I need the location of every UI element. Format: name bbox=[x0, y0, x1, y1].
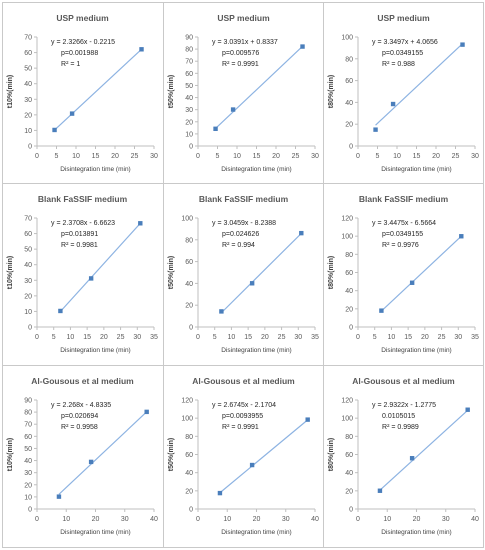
x-tick-label: 0 bbox=[356, 516, 360, 523]
y-tick-label: 10 bbox=[24, 308, 32, 316]
data-point bbox=[460, 42, 464, 46]
y-tick-label: 0 bbox=[189, 324, 193, 332]
x-tick-label: 10 bbox=[227, 334, 236, 341]
x-tick-label: 30 bbox=[441, 516, 450, 523]
scatter-chart bbox=[3, 184, 162, 365]
y-tick-label: 60 bbox=[185, 452, 193, 459]
trendline-annotation: y = 3.0459x - 8.2388 bbox=[212, 220, 277, 227]
x-axis-title: Disintegration time (min) bbox=[381, 347, 452, 354]
x-tick-label: 0 bbox=[35, 334, 39, 341]
data-point bbox=[378, 489, 382, 493]
x-tick-label: 20 bbox=[432, 153, 440, 160]
y-axis-title: t50%(min) bbox=[168, 74, 175, 109]
x-tick-label: 35 bbox=[311, 334, 319, 341]
trendline-annotation: R² = 1 bbox=[61, 61, 81, 68]
x-tick-label: 35 bbox=[471, 334, 479, 341]
y-tick-label: 0 bbox=[28, 506, 32, 514]
y-tick-label: 70 bbox=[24, 215, 32, 223]
x-tick-label: 30 bbox=[471, 153, 479, 160]
x-axis-title: Disintegration time (min) bbox=[60, 347, 131, 354]
trendline-annotation: R² = 0.9958 bbox=[61, 424, 98, 431]
y-tick-label: 100 bbox=[341, 233, 353, 241]
y-tick-label: 10 bbox=[185, 131, 193, 139]
x-tick-label: 35 bbox=[150, 334, 158, 341]
x-tick-label: 5 bbox=[375, 153, 380, 160]
x-tick-label: 25 bbox=[437, 334, 446, 341]
y-tick-label: 100 bbox=[181, 215, 193, 223]
trendline-annotation: R² = 0.9981 bbox=[61, 242, 98, 249]
y-tick-label: 0 bbox=[28, 324, 32, 332]
scatter-chart bbox=[324, 184, 483, 365]
y-tick-label: 20 bbox=[185, 302, 193, 310]
x-axis-title: Disintegration time (min) bbox=[60, 166, 131, 173]
y-tick-label: 30 bbox=[24, 96, 32, 104]
y-axis-title: t50%(min) bbox=[168, 437, 175, 472]
x-tick-label: 10 bbox=[233, 153, 241, 160]
panel-divider bbox=[483, 2, 484, 548]
y-tick-label: 0 bbox=[349, 506, 353, 514]
x-tick-label: 15 bbox=[244, 334, 253, 341]
x-tick-label: 15 bbox=[252, 153, 261, 160]
data-point bbox=[379, 308, 383, 312]
trendline-annotation: p=0.013891 bbox=[61, 231, 99, 238]
trendline-annotation: R² = 0.994 bbox=[222, 242, 255, 249]
y-tick-label: 40 bbox=[24, 458, 32, 466]
x-axis-title: Disintegration time (min) bbox=[60, 529, 131, 536]
y-tick-label: 60 bbox=[24, 50, 32, 58]
chart-title: USP medium bbox=[377, 13, 430, 23]
x-tick-label: 30 bbox=[150, 153, 158, 160]
y-tick-label: 0 bbox=[189, 143, 193, 151]
y-tick-label: 20 bbox=[345, 488, 353, 496]
scatter-chart bbox=[164, 184, 323, 365]
trendline bbox=[380, 410, 468, 490]
y-tick-label: 60 bbox=[24, 433, 32, 441]
y-tick-label: 90 bbox=[24, 397, 32, 405]
y-tick-label: 40 bbox=[185, 470, 193, 478]
x-tick-label: 0 bbox=[356, 334, 360, 341]
y-tick-label: 40 bbox=[24, 81, 32, 89]
x-tick-label: 20 bbox=[420, 334, 429, 341]
data-point bbox=[58, 309, 62, 313]
y-tick-label: 50 bbox=[24, 445, 32, 453]
x-tick-label: 10 bbox=[62, 516, 71, 523]
y-tick-label: 80 bbox=[345, 251, 353, 259]
data-point bbox=[250, 463, 254, 467]
data-point bbox=[299, 231, 303, 235]
x-tick-label: 5 bbox=[372, 334, 377, 341]
chart-title: USP medium bbox=[56, 13, 109, 23]
y-axis-title: t80%(min) bbox=[328, 255, 335, 290]
y-tick-label: 40 bbox=[185, 280, 193, 288]
trendline-annotation: y = 2.3708x - 6.6623 bbox=[51, 220, 116, 227]
trendline-annotation: p=0.0093955 bbox=[222, 413, 264, 420]
x-tick-label: 30 bbox=[120, 516, 129, 523]
y-tick-label: 20 bbox=[185, 488, 193, 496]
x-tick-label: 20 bbox=[111, 153, 119, 160]
trendline-annotation: y = 3.4475x - 6.5664 bbox=[372, 220, 437, 227]
y-tick-label: 40 bbox=[185, 95, 193, 103]
x-tick-label: 20 bbox=[260, 334, 269, 341]
y-axis-title: t80%(min) bbox=[328, 74, 335, 109]
x-tick-label: 15 bbox=[412, 153, 421, 160]
x-tick-label: 15 bbox=[404, 334, 413, 341]
y-tick-label: 100 bbox=[341, 34, 353, 42]
y-tick-label: 40 bbox=[345, 470, 353, 478]
y-tick-label: 80 bbox=[345, 56, 353, 64]
trendline-annotation: R² = 0.988 bbox=[382, 61, 415, 68]
x-tick-label: 20 bbox=[412, 516, 421, 523]
x-tick-label: 10 bbox=[387, 334, 396, 341]
x-tick-label: 15 bbox=[83, 334, 92, 341]
y-axis-title: t10%(min) bbox=[7, 74, 14, 109]
data-point bbox=[300, 44, 304, 48]
x-tick-label: 10 bbox=[223, 516, 232, 523]
trendline-annotation: R² = 0.9989 bbox=[382, 424, 419, 431]
chart-title: Al-Gousous et al medium bbox=[31, 376, 134, 386]
data-point bbox=[410, 281, 414, 285]
data-point bbox=[305, 417, 309, 421]
data-point bbox=[373, 127, 377, 131]
y-axis-title: t10%(min) bbox=[7, 255, 14, 290]
data-point bbox=[57, 494, 61, 498]
chart-title: Al-Gousous et al medium bbox=[192, 376, 295, 386]
x-tick-label: 40 bbox=[471, 516, 479, 523]
x-tick-label: 10 bbox=[66, 334, 75, 341]
x-axis-title: Disintegration time (min) bbox=[381, 166, 452, 173]
data-point bbox=[89, 460, 93, 464]
data-point bbox=[70, 111, 74, 115]
chart-title: Blank FaSSIF medium bbox=[358, 194, 449, 204]
chart-title: Blank FaSSIF medium bbox=[198, 194, 289, 204]
y-tick-label: 40 bbox=[345, 99, 353, 107]
trendline-annotation: p=0.020694 bbox=[61, 413, 99, 420]
x-tick-label: 5 bbox=[51, 334, 56, 341]
x-tick-label: 20 bbox=[99, 334, 108, 341]
data-point bbox=[144, 410, 148, 414]
trendline-annotation: y = 3.0391x + 0.8337 bbox=[212, 39, 278, 46]
y-tick-label: 120 bbox=[181, 397, 193, 405]
trendline-annotation: 0.0105015 bbox=[382, 413, 416, 420]
data-point bbox=[219, 309, 223, 313]
y-tick-label: 10 bbox=[24, 127, 32, 135]
data-point bbox=[52, 128, 56, 132]
x-tick-label: 20 bbox=[272, 153, 280, 160]
scatter-chart bbox=[324, 3, 483, 184]
x-tick-label: 30 bbox=[311, 153, 319, 160]
y-tick-label: 100 bbox=[181, 415, 193, 423]
trendline bbox=[216, 46, 303, 128]
trendline-annotation: p=0.0349155 bbox=[382, 50, 424, 57]
y-tick-label: 60 bbox=[185, 259, 193, 267]
y-tick-label: 20 bbox=[24, 482, 32, 490]
x-tick-label: 30 bbox=[294, 334, 303, 341]
data-point bbox=[213, 127, 217, 131]
x-axis-title: Disintegration time (min) bbox=[381, 529, 452, 536]
x-tick-label: 25 bbox=[116, 334, 125, 341]
y-tick-label: 20 bbox=[185, 119, 193, 127]
x-tick-label: 20 bbox=[252, 516, 261, 523]
y-tick-label: 80 bbox=[185, 46, 193, 54]
x-tick-label: 0 bbox=[35, 153, 39, 160]
x-tick-label: 10 bbox=[383, 516, 392, 523]
scatter-chart bbox=[164, 366, 323, 547]
y-tick-label: 30 bbox=[24, 277, 32, 285]
scatter-chart bbox=[164, 3, 323, 184]
y-tick-label: 40 bbox=[24, 262, 32, 270]
scatter-chart bbox=[3, 3, 162, 184]
y-tick-label: 80 bbox=[185, 433, 193, 441]
y-tick-label: 120 bbox=[341, 215, 353, 223]
y-tick-label: 20 bbox=[345, 306, 353, 314]
x-tick-label: 30 bbox=[454, 334, 463, 341]
trendline-annotation: y = 2.6745x - 2.1704 bbox=[212, 402, 277, 409]
data-point bbox=[391, 102, 395, 106]
data-point bbox=[89, 276, 93, 280]
y-tick-label: 70 bbox=[24, 34, 32, 42]
x-tick-label: 0 bbox=[196, 153, 200, 160]
y-tick-label: 20 bbox=[24, 293, 32, 301]
y-tick-label: 0 bbox=[189, 506, 193, 514]
trendline-annotation: y = 3.3497x + 4.0656 bbox=[372, 39, 438, 46]
y-tick-label: 70 bbox=[185, 58, 193, 66]
y-tick-label: 10 bbox=[24, 494, 32, 502]
y-tick-label: 50 bbox=[185, 82, 193, 90]
y-tick-label: 100 bbox=[341, 415, 353, 423]
data-point bbox=[465, 408, 469, 412]
y-tick-label: 30 bbox=[185, 107, 193, 115]
data-point bbox=[138, 221, 142, 225]
y-axis-title: t10%(min) bbox=[7, 437, 14, 472]
x-tick-label: 0 bbox=[196, 334, 200, 341]
trendline-annotation: p=0.009576 bbox=[222, 50, 260, 57]
y-tick-label: 60 bbox=[345, 452, 353, 459]
x-axis-title: Disintegration time (min) bbox=[221, 166, 292, 173]
x-tick-label: 25 bbox=[451, 153, 460, 160]
data-point bbox=[139, 47, 143, 51]
x-tick-label: 40 bbox=[311, 516, 319, 523]
x-axis-title: Disintegration time (min) bbox=[221, 529, 292, 536]
data-point bbox=[459, 234, 463, 238]
data-point bbox=[218, 491, 222, 495]
y-tick-label: 120 bbox=[341, 397, 353, 405]
data-point bbox=[250, 281, 254, 285]
y-tick-label: 80 bbox=[185, 237, 193, 245]
x-tick-label: 20 bbox=[91, 516, 100, 523]
chart-title: USP medium bbox=[217, 13, 270, 23]
x-tick-label: 0 bbox=[35, 516, 39, 523]
y-axis-title: t80%(min) bbox=[328, 437, 335, 472]
trendline-annotation: y = 2.9322x - 1.2775 bbox=[372, 402, 437, 409]
panel-divider bbox=[2, 547, 483, 548]
trendline-annotation: p=0.001988 bbox=[61, 50, 99, 57]
y-tick-label: 60 bbox=[345, 78, 353, 86]
y-tick-label: 60 bbox=[345, 270, 353, 277]
data-point bbox=[410, 456, 414, 460]
y-tick-label: 20 bbox=[345, 121, 353, 129]
y-tick-label: 0 bbox=[28, 143, 32, 151]
scatter-chart bbox=[3, 366, 162, 547]
y-tick-label: 60 bbox=[185, 70, 193, 78]
y-tick-label: 50 bbox=[24, 65, 32, 73]
x-tick-label: 10 bbox=[72, 153, 80, 160]
x-tick-label: 25 bbox=[291, 153, 300, 160]
y-tick-label: 0 bbox=[349, 143, 353, 151]
y-tick-label: 50 bbox=[24, 246, 32, 254]
trendline-annotation: y = 2.268x - 4.8335 bbox=[51, 402, 112, 409]
y-tick-label: 70 bbox=[24, 421, 32, 429]
x-axis-title: Disintegration time (min) bbox=[221, 347, 292, 354]
y-tick-label: 90 bbox=[185, 34, 193, 42]
chart-title: Al-Gousous et al medium bbox=[352, 376, 455, 386]
scatter-chart bbox=[324, 366, 483, 547]
x-tick-label: 25 bbox=[130, 153, 139, 160]
x-tick-label: 5 bbox=[215, 153, 220, 160]
y-tick-label: 80 bbox=[345, 433, 353, 441]
x-tick-label: 5 bbox=[212, 334, 217, 341]
x-tick-label: 10 bbox=[393, 153, 401, 160]
trendline-annotation: y = 2.3266x - 0.2215 bbox=[51, 39, 116, 46]
y-axis-title: t50%(min) bbox=[168, 255, 175, 290]
trendline-annotation: p=0.0349155 bbox=[382, 231, 424, 238]
y-tick-label: 80 bbox=[24, 409, 32, 417]
x-tick-label: 0 bbox=[196, 516, 200, 523]
y-tick-label: 0 bbox=[349, 324, 353, 332]
trendline-annotation: R² = 0.9991 bbox=[222, 424, 259, 431]
x-tick-label: 0 bbox=[356, 153, 360, 160]
y-tick-label: 30 bbox=[24, 470, 32, 478]
x-tick-label: 5 bbox=[54, 153, 59, 160]
chart-title: Blank FaSSIF medium bbox=[37, 194, 128, 204]
trendline-annotation: p=0.024626 bbox=[222, 231, 260, 238]
x-tick-label: 15 bbox=[91, 153, 100, 160]
x-tick-label: 25 bbox=[277, 334, 286, 341]
y-tick-label: 40 bbox=[345, 288, 353, 296]
trendline-annotation: R² = 0.9976 bbox=[382, 242, 419, 249]
x-tick-label: 40 bbox=[150, 516, 158, 523]
x-tick-label: 30 bbox=[133, 334, 142, 341]
y-tick-label: 60 bbox=[24, 231, 32, 239]
data-point bbox=[231, 107, 235, 111]
y-tick-label: 20 bbox=[24, 112, 32, 120]
trendline-annotation: R² = 0.9991 bbox=[222, 61, 259, 68]
x-tick-label: 30 bbox=[281, 516, 290, 523]
